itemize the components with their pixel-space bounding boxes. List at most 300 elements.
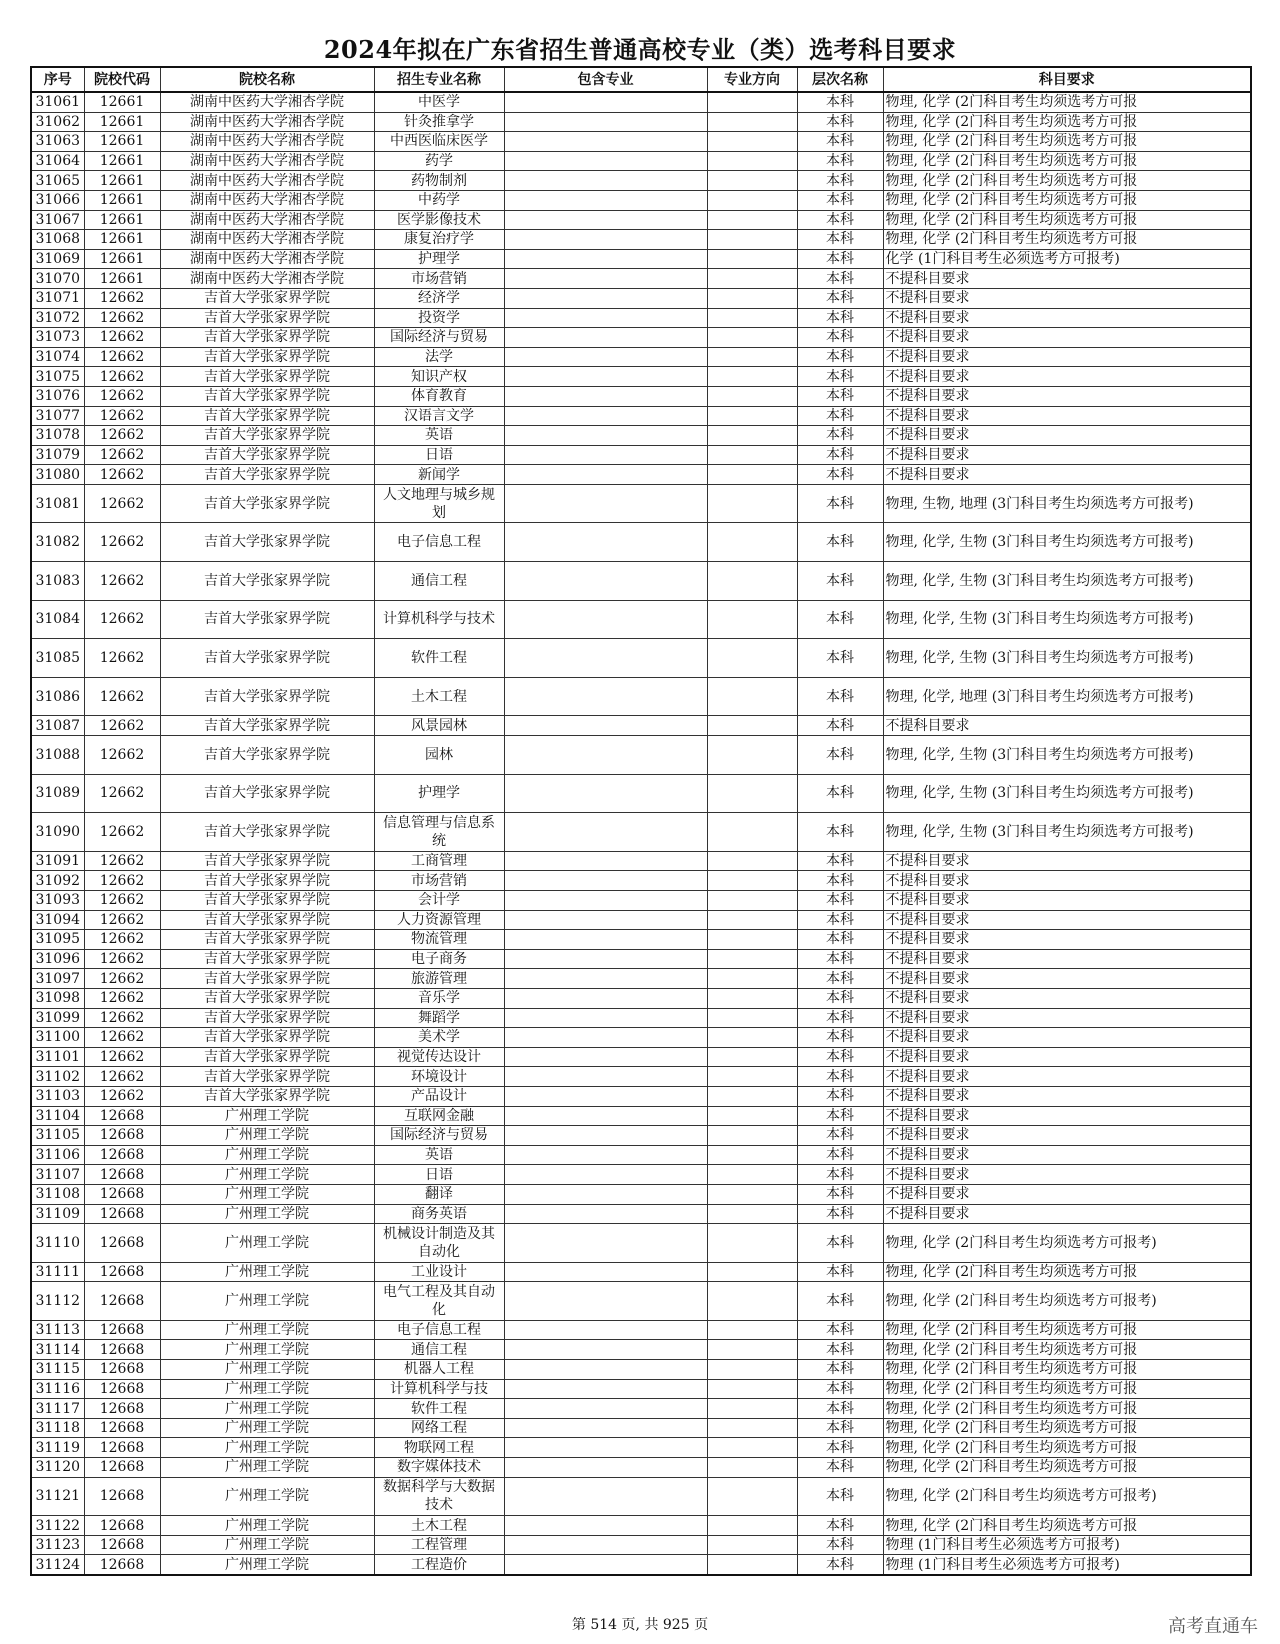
- table-row: [31, 1555, 1251, 1575]
- cell-no: 31064: [31, 151, 84, 171]
- cell-included-majors: [504, 1438, 707, 1458]
- cell-major-direction: [707, 1067, 797, 1087]
- cell-subject-requirement: 不提科目要求: [883, 716, 1251, 736]
- cell-no: 31118: [31, 1418, 84, 1438]
- cell-major-direction: [707, 1224, 797, 1263]
- cell-school-name: 吉首大学张家界学院: [160, 716, 374, 736]
- cell-school-name: 湖南中医药大学湘杏学院: [160, 92, 374, 112]
- cell-subject-requirement: 物理, 化学 (2门科目考生均须选考方可报: [883, 112, 1251, 132]
- cell-subject-requirement: 不提科目要求: [883, 465, 1251, 485]
- cell-subject-requirement: 不提科目要求: [883, 1067, 1251, 1087]
- cell-no: 31072: [31, 308, 84, 328]
- cell-no: 31113: [31, 1320, 84, 1340]
- cell-school-code: 12668: [84, 1282, 160, 1321]
- cell-major-direction: [707, 367, 797, 387]
- cell-included-majors: [504, 386, 707, 406]
- cell-subject-requirement: 物理, 化学, 生物 (3门科目考生均须选考方可报考): [883, 639, 1251, 678]
- cell-subject-requirement: 物理, 化学 (2门科目考生均须选考方可报: [883, 1340, 1251, 1360]
- cell-subject-requirement: 物理, 化学 (2门科目考生均须选考方可报考): [883, 1477, 1251, 1516]
- cell-included-majors: [504, 484, 707, 523]
- cell-no: 31095: [31, 930, 84, 950]
- cell-school-code: 12661: [84, 210, 160, 230]
- cell-school-code: 12668: [84, 1184, 160, 1204]
- cell-school-code: 12662: [84, 484, 160, 523]
- table-row: [31, 851, 1251, 871]
- table-row: [31, 1458, 1251, 1478]
- cell-major-name: 电子商务: [374, 949, 504, 969]
- table-row: [31, 1320, 1251, 1340]
- cell-school-code: 12662: [84, 774, 160, 813]
- cell-included-majors: [504, 1379, 707, 1399]
- cell-subject-requirement: 物理, 化学 (2门科目考生均须选考方可报: [883, 92, 1251, 112]
- cell-school-code: 12662: [84, 1086, 160, 1106]
- cell-school-name: 吉首大学张家界学院: [160, 465, 374, 485]
- table-row: [31, 1086, 1251, 1106]
- cell-major-name: 会计学: [374, 891, 504, 911]
- cell-included-majors: [504, 1418, 707, 1438]
- cell-major-name: 电子信息工程: [374, 523, 504, 562]
- cell-major-direction: [707, 910, 797, 930]
- table-row: [31, 1399, 1251, 1419]
- table-row: [31, 1028, 1251, 1048]
- cell-level: 本科: [797, 1379, 883, 1399]
- table-row: [31, 1340, 1251, 1360]
- cell-level: 本科: [797, 988, 883, 1008]
- cell-no: 31104: [31, 1106, 84, 1126]
- cell-level: 本科: [797, 639, 883, 678]
- cell-level: 本科: [797, 1282, 883, 1321]
- cell-no: 31063: [31, 132, 84, 152]
- cell-school-name: 吉首大学张家界学院: [160, 813, 374, 852]
- cell-major-name: 计算机科学与技术: [374, 600, 504, 639]
- cell-included-majors: [504, 308, 707, 328]
- cell-major-name: 工程管理: [374, 1535, 504, 1555]
- cell-no: 31124: [31, 1555, 84, 1575]
- cell-major-direction: [707, 716, 797, 736]
- cell-subject-requirement: 不提科目要求: [883, 1008, 1251, 1028]
- cell-level: 本科: [797, 386, 883, 406]
- table-row: [31, 1418, 1251, 1438]
- cell-school-code: 12661: [84, 269, 160, 289]
- cell-level: 本科: [797, 347, 883, 367]
- cell-subject-requirement: 不提科目要求: [883, 445, 1251, 465]
- cell-school-name: 广州理工学院: [160, 1126, 374, 1146]
- cell-included-majors: [504, 112, 707, 132]
- cell-school-code: 12661: [84, 190, 160, 210]
- cell-school-code: 12668: [84, 1535, 160, 1555]
- cell-included-majors: [504, 269, 707, 289]
- cell-major-direction: [707, 1516, 797, 1536]
- cell-no: 31073: [31, 328, 84, 348]
- cell-included-majors: [504, 523, 707, 562]
- cell-major-name: 市场营销: [374, 269, 504, 289]
- cell-subject-requirement: 不提科目要求: [883, 1106, 1251, 1126]
- cell-level: 本科: [797, 367, 883, 387]
- cell-included-majors: [504, 347, 707, 367]
- cell-level: 本科: [797, 1320, 883, 1340]
- cell-included-majors: [504, 1145, 707, 1165]
- header-no: 序号: [31, 67, 84, 92]
- cell-level: 本科: [797, 151, 883, 171]
- cell-school-code: 12668: [84, 1360, 160, 1380]
- cell-school-code: 12662: [84, 562, 160, 601]
- table-row: [31, 1106, 1251, 1126]
- table-row: [31, 328, 1251, 348]
- cell-subject-requirement: 物理, 化学, 生物 (3门科目考生均须选考方可报考): [883, 600, 1251, 639]
- cell-included-majors: [504, 406, 707, 426]
- cell-school-code: 12662: [84, 639, 160, 678]
- cell-subject-requirement: 不提科目要求: [883, 969, 1251, 989]
- cell-major-name: 国际经济与贸易: [374, 328, 504, 348]
- cell-no: 31094: [31, 910, 84, 930]
- table-row: [31, 1438, 1251, 1458]
- cell-major-name: 美术学: [374, 1028, 504, 1048]
- cell-no: 31084: [31, 600, 84, 639]
- cell-major-direction: [707, 210, 797, 230]
- cell-school-code: 12662: [84, 969, 160, 989]
- cell-level: 本科: [797, 1204, 883, 1224]
- cell-no: 31090: [31, 813, 84, 852]
- header-major-direction: 专业方向: [707, 67, 797, 92]
- cell-major-direction: [707, 1145, 797, 1165]
- cell-included-majors: [504, 736, 707, 775]
- cell-included-majors: [504, 1126, 707, 1146]
- table-row: [31, 910, 1251, 930]
- cell-included-majors: [504, 949, 707, 969]
- cell-subject-requirement: 物理, 化学 (2门科目考生均须选考方可报: [883, 1516, 1251, 1536]
- cell-level: 本科: [797, 269, 883, 289]
- cell-level: 本科: [797, 406, 883, 426]
- cell-included-majors: [504, 92, 707, 112]
- cell-major-direction: [707, 949, 797, 969]
- table-row: [31, 1360, 1251, 1380]
- table-row: [31, 1126, 1251, 1146]
- cell-major-direction: [707, 1262, 797, 1282]
- cell-school-code: 12662: [84, 910, 160, 930]
- cell-level: 本科: [797, 1340, 883, 1360]
- cell-major-name: 英语: [374, 1145, 504, 1165]
- cell-no: 31110: [31, 1224, 84, 1263]
- cell-subject-requirement: 物理, 化学 (2门科目考生均须选考方可报: [883, 151, 1251, 171]
- cell-school-code: 12662: [84, 851, 160, 871]
- cell-major-direction: [707, 1008, 797, 1028]
- cell-subject-requirement: 物理, 化学 (2门科目考生均须选考方可报: [883, 190, 1251, 210]
- cell-school-name: 吉首大学张家界学院: [160, 562, 374, 601]
- cell-major-direction: [707, 1555, 797, 1575]
- cell-school-name: 广州理工学院: [160, 1360, 374, 1380]
- cell-school-code: 12668: [84, 1438, 160, 1458]
- cell-major-direction: [707, 1047, 797, 1067]
- cell-school-code: 12662: [84, 988, 160, 1008]
- cell-subject-requirement: 物理, 化学 (2门科目考生均须选考方可报: [883, 171, 1251, 191]
- cell-included-majors: [504, 367, 707, 387]
- cell-level: 本科: [797, 891, 883, 911]
- cell-school-code: 12668: [84, 1204, 160, 1224]
- cell-school-code: 12661: [84, 132, 160, 152]
- cell-school-name: 吉首大学张家界学院: [160, 426, 374, 446]
- cell-no: 31068: [31, 230, 84, 250]
- cell-level: 本科: [797, 1126, 883, 1146]
- table-header-row: [31, 67, 1251, 92]
- cell-included-majors: [504, 1360, 707, 1380]
- cell-major-name: 风景园林: [374, 716, 504, 736]
- cell-major-direction: [707, 132, 797, 152]
- cell-included-majors: [504, 328, 707, 348]
- cell-major-name: 物联网工程: [374, 1438, 504, 1458]
- cell-school-name: 吉首大学张家界学院: [160, 988, 374, 1008]
- cell-school-code: 12668: [84, 1165, 160, 1185]
- cell-level: 本科: [797, 308, 883, 328]
- cell-major-name: 日语: [374, 1165, 504, 1185]
- cell-major-direction: [707, 891, 797, 911]
- table-row: [31, 1535, 1251, 1555]
- cell-level: 本科: [797, 1184, 883, 1204]
- cell-included-majors: [504, 1458, 707, 1478]
- table-row: [31, 523, 1251, 562]
- cell-subject-requirement: 物理, 化学 (2门科目考生均须选考方可报: [883, 1438, 1251, 1458]
- cell-school-code: 12662: [84, 949, 160, 969]
- cell-subject-requirement: 物理, 化学 (2门科目考生均须选考方可报: [883, 230, 1251, 250]
- table-row: [31, 1008, 1251, 1028]
- cell-subject-requirement: 不提科目要求: [883, 1145, 1251, 1165]
- header-school-name: 院校名称: [160, 67, 374, 92]
- cell-level: 本科: [797, 523, 883, 562]
- cell-included-majors: [504, 1555, 707, 1575]
- cell-major-direction: [707, 1165, 797, 1185]
- cell-major-name: 软件工程: [374, 1399, 504, 1419]
- cell-school-name: 湖南中医药大学湘杏学院: [160, 112, 374, 132]
- cell-major-direction: [707, 600, 797, 639]
- cell-major-name: 康复治疗学: [374, 230, 504, 250]
- cell-school-name: 吉首大学张家界学院: [160, 639, 374, 678]
- cell-major-name: 人力资源管理: [374, 910, 504, 930]
- cell-major-direction: [707, 1418, 797, 1438]
- cell-level: 本科: [797, 328, 883, 348]
- cell-subject-requirement: 不提科目要求: [883, 1086, 1251, 1106]
- cell-major-direction: [707, 523, 797, 562]
- cell-level: 本科: [797, 949, 883, 969]
- cell-no: 31082: [31, 523, 84, 562]
- cell-no: 31105: [31, 1126, 84, 1146]
- cell-major-direction: [707, 677, 797, 716]
- cell-level: 本科: [797, 484, 883, 523]
- cell-subject-requirement: 物理, 化学 (2门科目考生均须选考方可报考): [883, 1224, 1251, 1263]
- cell-major-name: 视觉传达设计: [374, 1047, 504, 1067]
- cell-no: 31069: [31, 249, 84, 269]
- cell-subject-requirement: 不提科目要求: [883, 308, 1251, 328]
- table-row: [31, 269, 1251, 289]
- cell-school-name: 吉首大学张家界学院: [160, 677, 374, 716]
- cell-level: 本科: [797, 1224, 883, 1263]
- cell-included-majors: [504, 210, 707, 230]
- cell-school-name: 吉首大学张家界学院: [160, 910, 374, 930]
- cell-school-name: 吉首大学张家界学院: [160, 949, 374, 969]
- cell-included-majors: [504, 813, 707, 852]
- cell-subject-requirement: 物理, 化学 (2门科目考生均须选考方可报: [883, 1360, 1251, 1380]
- cell-school-name: 湖南中医药大学湘杏学院: [160, 210, 374, 230]
- cell-major-direction: [707, 426, 797, 446]
- cell-level: 本科: [797, 716, 883, 736]
- table-row: [31, 171, 1251, 191]
- cell-subject-requirement: 物理 (1门科目考生必须选考方可报考): [883, 1535, 1251, 1555]
- cell-level: 本科: [797, 562, 883, 601]
- cell-school-name: 广州理工学院: [160, 1320, 374, 1340]
- cell-no: 31089: [31, 774, 84, 813]
- cell-subject-requirement: 物理, 化学, 地理 (3门科目考生均须选考方可报考): [883, 677, 1251, 716]
- cell-major-direction: [707, 445, 797, 465]
- cell-major-name: 护理学: [374, 249, 504, 269]
- cell-school-code: 12668: [84, 1399, 160, 1419]
- cell-major-name: 土木工程: [374, 1516, 504, 1536]
- cell-school-name: 湖南中医药大学湘杏学院: [160, 249, 374, 269]
- cell-school-name: 广州理工学院: [160, 1516, 374, 1536]
- cell-subject-requirement: 不提科目要求: [883, 386, 1251, 406]
- cell-no: 31083: [31, 562, 84, 601]
- cell-major-name: 日语: [374, 445, 504, 465]
- cell-major-name: 旅游管理: [374, 969, 504, 989]
- cell-subject-requirement: 物理, 化学 (2门科目考生均须选考方可报: [883, 210, 1251, 230]
- cell-school-name: 吉首大学张家界学院: [160, 871, 374, 891]
- cell-major-name: 中西医临床医学: [374, 132, 504, 152]
- cell-school-code: 12662: [84, 1008, 160, 1028]
- cell-no: 31087: [31, 716, 84, 736]
- cell-major-direction: [707, 288, 797, 308]
- table-row: [31, 1477, 1251, 1516]
- cell-major-name: 工程造价: [374, 1555, 504, 1575]
- cell-no: 31114: [31, 1340, 84, 1360]
- cell-no: 31066: [31, 190, 84, 210]
- cell-subject-requirement: 不提科目要求: [883, 347, 1251, 367]
- cell-no: 31119: [31, 1438, 84, 1458]
- cell-level: 本科: [797, 190, 883, 210]
- cell-included-majors: [504, 1535, 707, 1555]
- cell-school-name: 广州理工学院: [160, 1282, 374, 1321]
- cell-no: 31115: [31, 1360, 84, 1380]
- cell-subject-requirement: 不提科目要求: [883, 426, 1251, 446]
- cell-school-code: 12662: [84, 367, 160, 387]
- cell-no: 31076: [31, 386, 84, 406]
- cell-major-name: 网络工程: [374, 1418, 504, 1438]
- cell-school-code: 12661: [84, 171, 160, 191]
- cell-subject-requirement: 物理, 化学 (2门科目考生均须选考方可报: [883, 1379, 1251, 1399]
- cell-level: 本科: [797, 112, 883, 132]
- cell-level: 本科: [797, 1360, 883, 1380]
- cell-school-code: 12668: [84, 1106, 160, 1126]
- cell-level: 本科: [797, 871, 883, 891]
- cell-subject-requirement: 不提科目要求: [883, 1184, 1251, 1204]
- cell-level: 本科: [797, 249, 883, 269]
- cell-major-direction: [707, 562, 797, 601]
- cell-major-name: 数据科学与大数据技术: [374, 1477, 504, 1516]
- table-row: [31, 1262, 1251, 1282]
- cell-no: 31078: [31, 426, 84, 446]
- cell-major-name: 英语: [374, 426, 504, 446]
- cell-subject-requirement: 物理, 生物, 地理 (3门科目考生均须选考方可报考): [883, 484, 1251, 523]
- table-row: [31, 190, 1251, 210]
- cell-level: 本科: [797, 910, 883, 930]
- cell-school-name: 吉首大学张家界学院: [160, 1067, 374, 1087]
- cell-school-code: 12662: [84, 308, 160, 328]
- cell-included-majors: [504, 600, 707, 639]
- cell-school-name: 吉首大学张家界学院: [160, 1008, 374, 1028]
- cell-major-direction: [707, 171, 797, 191]
- cell-included-majors: [504, 716, 707, 736]
- table-row: [31, 151, 1251, 171]
- cell-included-majors: [504, 988, 707, 1008]
- cell-level: 本科: [797, 1086, 883, 1106]
- cell-school-code: 12662: [84, 736, 160, 775]
- cell-school-code: 12662: [84, 716, 160, 736]
- table-row: [31, 677, 1251, 716]
- cell-level: 本科: [797, 465, 883, 485]
- cell-included-majors: [504, 1399, 707, 1419]
- cell-subject-requirement: 不提科目要求: [883, 1028, 1251, 1048]
- cell-no: 31120: [31, 1458, 84, 1478]
- cell-no: 31061: [31, 92, 84, 112]
- cell-level: 本科: [797, 736, 883, 775]
- cell-school-name: 湖南中医药大学湘杏学院: [160, 151, 374, 171]
- cell-school-code: 12668: [84, 1379, 160, 1399]
- cell-school-code: 12662: [84, 465, 160, 485]
- cell-no: 31081: [31, 484, 84, 523]
- cell-no: 31102: [31, 1067, 84, 1087]
- cell-school-name: 吉首大学张家界学院: [160, 851, 374, 871]
- cell-school-name: 广州理工学院: [160, 1477, 374, 1516]
- cell-school-code: 12662: [84, 426, 160, 446]
- header-included-majors: 包含专业: [504, 67, 707, 92]
- cell-included-majors: [504, 1184, 707, 1204]
- cell-major-name: 物流管理: [374, 930, 504, 950]
- cell-included-majors: [504, 171, 707, 191]
- table-row: [31, 406, 1251, 426]
- cell-major-direction: [707, 774, 797, 813]
- cell-major-name: 体育教育: [374, 386, 504, 406]
- cell-school-name: 吉首大学张家界学院: [160, 1028, 374, 1048]
- cell-major-direction: [707, 1086, 797, 1106]
- cell-major-direction: [707, 1399, 797, 1419]
- table-row: [31, 969, 1251, 989]
- cell-no: 31070: [31, 269, 84, 289]
- cell-subject-requirement: 化学 (1门科目考生必须选考方可报考): [883, 249, 1251, 269]
- cell-major-direction: [707, 1106, 797, 1126]
- cell-major-direction: [707, 1340, 797, 1360]
- cell-no: 31098: [31, 988, 84, 1008]
- table-row: [31, 949, 1251, 969]
- cell-included-majors: [504, 930, 707, 950]
- cell-included-majors: [504, 288, 707, 308]
- cell-included-majors: [504, 639, 707, 678]
- cell-major-name: 汉语言文学: [374, 406, 504, 426]
- cell-major-name: 环境设计: [374, 1067, 504, 1087]
- cell-major-name: 数字媒体技术: [374, 1458, 504, 1478]
- cell-level: 本科: [797, 288, 883, 308]
- cell-school-code: 12661: [84, 230, 160, 250]
- cell-major-direction: [707, 484, 797, 523]
- cell-no: 31111: [31, 1262, 84, 1282]
- cell-major-direction: [707, 1438, 797, 1458]
- cell-major-name: 电气工程及其自动化: [374, 1282, 504, 1321]
- cell-no: 31103: [31, 1086, 84, 1106]
- table-row: [31, 249, 1251, 269]
- cell-subject-requirement: 不提科目要求: [883, 891, 1251, 911]
- cell-included-majors: [504, 1067, 707, 1087]
- cell-no: 31099: [31, 1008, 84, 1028]
- cell-subject-requirement: 物理, 化学 (2门科目考生均须选考方可报考): [883, 1282, 1251, 1321]
- cell-major-name: 中医学: [374, 92, 504, 112]
- cell-school-name: 吉首大学张家界学院: [160, 445, 374, 465]
- cell-included-majors: [504, 910, 707, 930]
- cell-included-majors: [504, 1516, 707, 1536]
